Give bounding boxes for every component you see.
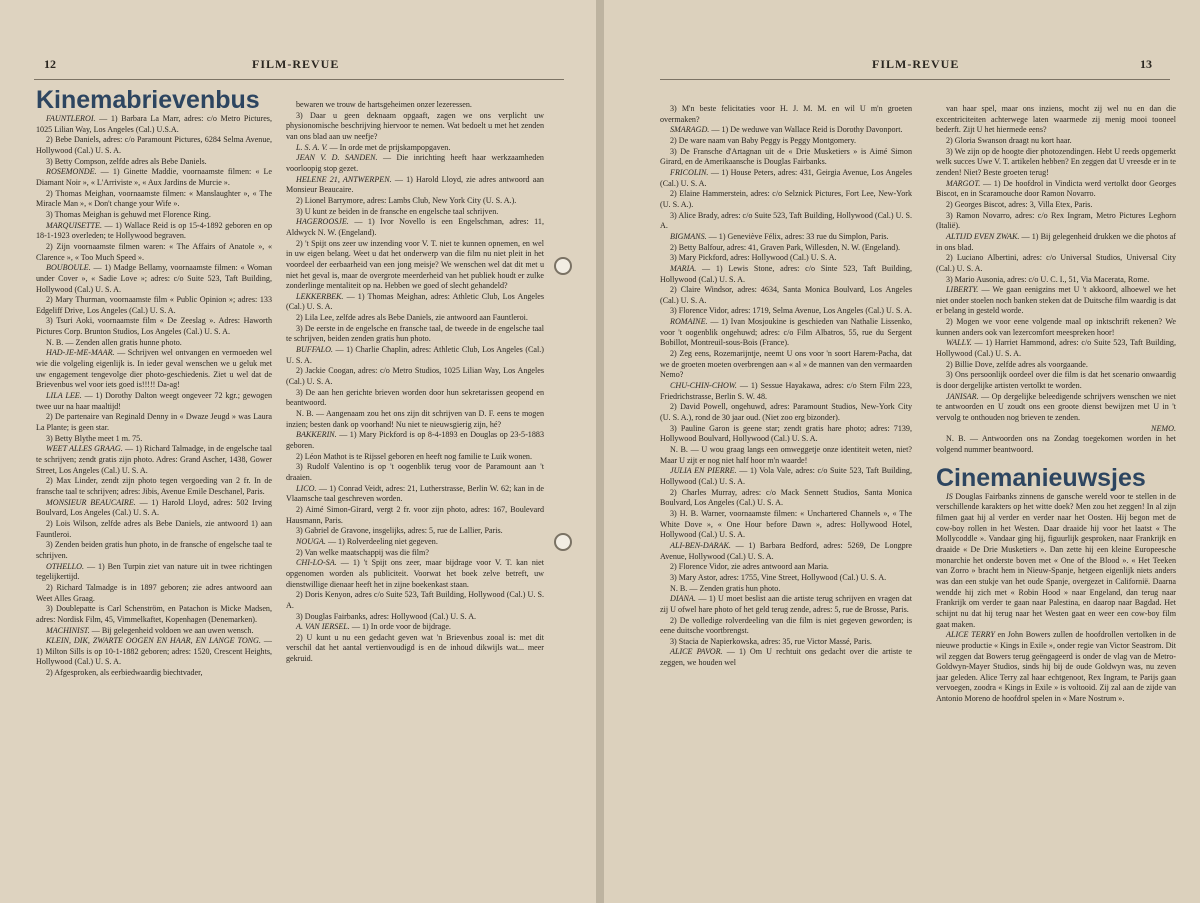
entry-text: — 1) Harriet Hammond, adres: c/o Suite 523, Taft Building, Hollywood (Cal.) U. S. A. (936, 338, 1176, 359)
entry-text: 2) Richard Talmadge is in 1897 geboren; zie adres antwoord aan Weet Alles Graag. (36, 582, 272, 603)
letter-entry (660, 232, 912, 243)
entry-text: bewaren we trouw de hartsgeheimen onzer lezeressen. (296, 100, 472, 109)
letter-entry (660, 488, 912, 509)
letter-entry (286, 430, 544, 451)
page-number: 13 (1140, 57, 1152, 71)
letter-entry (936, 275, 1176, 286)
correspondent-name: MONSIEUR BEAUCAIRE. (46, 497, 136, 507)
entry-text: 3) Betty Compson, zelfde adres als Bebe Daniels. (46, 156, 207, 166)
letter-entry (660, 243, 912, 254)
entry-text: 2) Léon Mathot is te Rijssel geboren en heeft nog familie te Luik wonen. (296, 451, 533, 461)
correspondent-name: BOUBOULE. (46, 263, 91, 273)
entry-text: 3) De Fransche d'Artagnan uit de « Drie Musketiers » is Aimé Simon Girard, en de Amerikaansche is Douglas Fairbanks. (660, 146, 912, 167)
letter-entry (660, 509, 912, 541)
letter-entry (936, 211, 1176, 232)
entry-text: N. B. — U wou graag langs een omweggetje onze identiteit weten, niet? Maar U zijt er nog niet half hoor m'n waarde! (660, 445, 912, 465)
section-title: Cinemanieuwsjes (936, 463, 1146, 492)
correspondent-name: LEKKERBEK. (296, 291, 344, 301)
entry-text: 2) Gloria Swanson draagt nu kort haar. (946, 135, 1072, 145)
letter-entry (660, 402, 912, 423)
letter-entry (286, 345, 544, 366)
entry-text: 2) Aimé Simon-Girard, vergt 2 fr. voor zijn photo, adres: 167, Boulevard Hausmann, Paris. (286, 504, 544, 525)
binding-hole-bottom (554, 533, 572, 551)
entry-text: 2) Florence Vidor, zie adres antwoord aan Maria. (670, 562, 829, 572)
entry-text: — We gaan eenigzins met U 't akkoord, alhoewel we het niet onder stoelen noch banken steken dat de Duitsche film waardig is dat er belang in gesteld worde. (936, 285, 1176, 316)
letter-entry (660, 306, 912, 317)
letter-entry (286, 175, 544, 196)
entry-text: — 1) Madge Bellamy, voornaamste filmen: « Woman under Cover », « Sadie Love »; adres: c/o Suite 523, Taft Building, Hollywood (Cal.) U. S. A. (36, 263, 272, 294)
entry-text: — 1) Mary Pickford is op 8-4-1893 en Douglas op 23-5-1883 geboren. (286, 430, 544, 450)
letter-entry (660, 541, 912, 562)
entry-text: 2) Elaine Hammerstein, adres: c/o Selznick Pictures, Fort Lee, New-York (U. S. A.). (660, 189, 912, 209)
letter-entry (286, 388, 544, 409)
entry-text: 2) Mary Thurman, voornaamste film « Public Opinion »; adres: 133 Edgeliff Drive, Los Angeles (Cal.) U. S. A. (36, 295, 272, 315)
entry-text: 3) Mario Ausonia, adres: c/o U. C. I., 51, Via Macerata, Rome. (946, 274, 1150, 284)
correspondent-name: ALICE PAVOR. (670, 647, 723, 657)
letter-entry (36, 338, 272, 349)
letter-entry (36, 135, 272, 156)
entry-text: N. B. — Aangenaam zou het ons zijn dit schrijven van D. F. eens te mogen inzien; besten dank op voorhand! Nu niet te nieuwsgierig zijn, hé? (286, 409, 544, 429)
entry-text: 2) Mogen we voor eene volgende maal op inktschrift rekenen? We kunnen anders ook van lezercomfort meespreken hoor! (936, 317, 1176, 337)
letter-entry (286, 526, 544, 537)
entry-text: 3) H. B. Warner, voornaamste filmen: « Unchartered Channels », « The White Dove », « One Hour before Dawn », adres: Hollywood Hotel, Hollywood (Cal.) U. S. A. (660, 508, 912, 540)
entry-text: — 1) Milton Sills is op 10-1-1882 geboren; adres: 1520, Crescent Heights, Hollywood (Cal.) U. S. A. (36, 636, 272, 667)
section-title: Kinemabrievenbus (36, 86, 260, 114)
letter-entry (660, 424, 912, 445)
letter-entry (660, 573, 912, 584)
entry-text: — 1) Ivor Novello is een Engelschman, adres: 11, Aldwyck N. W. (Engeland). (286, 217, 544, 237)
letter-entry (286, 217, 544, 238)
correspondent-name: BIGMANS. (670, 231, 707, 241)
correspondent-name: ROMAINE. (670, 317, 708, 327)
entry-text: 3) Ons persoonlijk oordeel over die film is dat het scenario onwaardig is door dergelijke artisten vertolkt te worden. (936, 370, 1176, 391)
entry-text: N. B. — Zenden allen gratis hunne photo. (46, 337, 182, 347)
entry-text: — Bij gelegenheid voldoen we aan uwen wensch. (91, 625, 254, 635)
entry-text: 2) Luciano Albertini, adres: c/o Universal Studios, Universal City (Cal.) U. S. A. (936, 253, 1176, 273)
entry-text: 3) Mary Astor, adres: 1755, Vine Street, Hollywood (Cal.) U. S. A. (670, 572, 887, 582)
entry-text: 2) Zijn voornaamste filmen waren: « The Affairs of Anatole », « Clarence », « Too Much Speed ». (36, 241, 272, 262)
entry-text: 2) Georges Biscot, adres: 3, Villa Etex, Paris. (946, 199, 1093, 209)
correspondent-name: MARGOT. (946, 178, 981, 188)
letter-entry (36, 348, 272, 391)
letter-entry (660, 264, 912, 285)
left-page-header (34, 55, 564, 80)
letter-entry (660, 189, 912, 210)
entry-text: 2) Charles Murray, adres: c/o Mack Sennett Studios, Santa Monica Boulvard, Los Angeles (Cal.) U. S. A. (660, 487, 912, 508)
entry-text: 2) Lois Wilson, zelfde adres als Bebe Daniels, zie antwoord 1) aan Fauntleroi. (36, 518, 272, 539)
letter-entry (36, 668, 272, 679)
letter-entry (286, 366, 544, 387)
entry-text: — 1) Wallace Reid is op 15-4-1892 geboren en op 18-1-1923 overleden; te Hollywood begraven. (36, 220, 272, 241)
correspondent-name: SMARAGD. (670, 125, 710, 135)
letter-entry (36, 583, 272, 604)
letter-entry (936, 253, 1176, 274)
letter-entry (936, 434, 1176, 455)
letter-entry (36, 263, 272, 295)
entry-text: — 1) Geneviève Félix, adres: 33 rue du Simplon, Paris. (708, 231, 889, 241)
letter-entry (36, 157, 272, 168)
entry-text: 2) Van welke maatschappij was die film? (296, 547, 429, 557)
entry-text: — 1) Vola Vale, adres: c/o Suite 523, Taft Building, Hollywood (Cal.) U. S. A. (660, 466, 912, 486)
letter-entry (660, 584, 912, 595)
entry-text: 3) Florence Vidor, adres: 1719, Selma Avenue, Los Angeles (Cal.) U. S. A. (670, 306, 912, 316)
gutter (596, 0, 604, 903)
correspondent-name: MARQUISETTE. (46, 220, 102, 230)
entry-text: 3) Rudolf Valentino is op 't oogenblik terug voor de Paramount aan 't draaien. (286, 462, 544, 482)
letter-entry (660, 637, 912, 648)
letter-entry (936, 232, 1176, 253)
entry-text: — 1) In orde voor de bijdrage. (351, 622, 451, 632)
letter-entry (936, 147, 1176, 179)
letter-entry (286, 313, 544, 324)
binding-hole-top (554, 257, 572, 275)
letter-entry (936, 104, 1176, 136)
entry-text: 2) Bebe Daniels, adres: c/o Paramount Pictures, 6284 Selma Avenue, Hollywood (Cal.) U. S. A. (36, 135, 272, 155)
correspondent-name: NOUGA. (296, 536, 326, 546)
entry-text: 3) M'n beste felicitaties voor H. J. M. M. en wil U m'n groeten overmaken? (660, 104, 912, 124)
magazine-title: FILM-REVUE (872, 57, 960, 71)
entry-text: N. B. — Antwoorden ons na Zondag toegekomen worden in het volgend nummer beantwoord. (936, 434, 1176, 454)
entry-text: — 1) De hoofdrol in Vindicta werd vertolkt door Georges Biscot, en in Scaramouche door Ramon Novarro. (936, 178, 1176, 199)
left-column-1 (36, 86, 272, 898)
right-column-2 (936, 104, 1176, 898)
letter-entry (660, 647, 912, 668)
correspondent-name: MACHINIST. (46, 625, 90, 635)
letter-entry (36, 626, 272, 637)
entry-text: — 1) Barbara Bedford, adres: 5269, De Longpre Avenue, Hollywood (Cal.) U. S. A. (660, 540, 912, 561)
correspondent-name: OTHELLO. (46, 561, 85, 571)
entry-text: N. B. — Zenden gratis hun photo. (670, 583, 781, 593)
letter-entry (286, 612, 544, 623)
entry-text: 3) Douglas Fairbanks, adres: Hollywood (Cal.) U. S. A. (296, 611, 477, 621)
entry-text: — 1) Sessue Hayakawa, adres: c/o Stern Film 223, Friedrichstrasse, Berlin S. W. 48. (660, 381, 912, 401)
letter-entry (286, 239, 544, 292)
letter-entry (936, 630, 1176, 705)
entry-text: — 1) Om U rechtuit ons gedacht over die artiste te zeggen, we houden wel (660, 647, 912, 668)
letter-entry (936, 424, 1176, 435)
entry-text: 2) Max Linder, zendt zijn photo tegen vergoeding van 2 fr. In de fransche taal te schrijven; adres: Jibis, Avenue Emile Deschanel, Paris. (36, 476, 272, 496)
letter-entry (286, 590, 544, 611)
entry-text: — 1) Harold Lloyd, adres: 502 Irving Boulvard, Los Angeles (Cal.) U. S. A. (36, 497, 272, 518)
entry-text: 3) U kunt ze beiden in de fransche en engelsche taal schrijven. (296, 206, 499, 216)
entry-text: 2) Afgesproken, als eerbiedwaardig biechtvader, (46, 668, 203, 678)
entry-text: 2) Zeg eens, Rozemarijntje, neemt U ons voor 'n soort Harem-Pacha, dat we de groeten moeten overbrengen aan « al » de mannen van den vermaarden Nemo? (660, 349, 912, 380)
correspondent-name: FAUNTLEROI. (46, 114, 96, 123)
entry-text: 3) Gabriel de Gravone, insgelijks, adres: 5, rue de Lallier, Paris. (296, 526, 503, 536)
correspondent-name: LIBERTY. (946, 285, 979, 295)
correspondent-name: JEAN V. D. SANDEN. (296, 153, 378, 163)
letter-entry (286, 196, 544, 207)
correspondent-name: CHU-CHIN-CHOW. (670, 381, 737, 391)
correspondent-name: LILA LEE. (46, 391, 82, 401)
entry-text: 2) Billie Dove, zelfde adres als voorgaande. (946, 359, 1088, 369)
letter-entry (660, 349, 912, 381)
letter-entry (286, 622, 544, 633)
letter-entry (936, 360, 1176, 371)
entry-text: 3) Betty Blythe meet 1 m. 75. (46, 433, 143, 443)
correspondent-name: ALICE TERRY (946, 630, 995, 640)
letter-entry (286, 452, 544, 463)
correspondent-name: ROSEMONDE. (46, 167, 97, 177)
entry-text: — 1) 't Spijt ons zeer, maar bijdrage voor V. T. kan niet opgenomen worden als publiciteit. Voorwat het boek zelve betreft, uw dienstwillige dienaar heeft het in zijne boekenkast staan. (286, 558, 544, 589)
entry-text: 2) 't Spijt ons zeer uw inzending voor V. T. niet te kunnen opnemen, en wel in uw eigen belang. Weet u dat het onderwerp van die film nu niet pleit in het voordeel der eerbaarheid van een jong meisje? We wenschen wel dat dit met u niet het geval is, maar de overgrote meerderheid van het publiek houdt er zulke zonderlinge mentaliteit op na. Hebben we goed of slecht gehandeld? (286, 238, 544, 291)
entry-text: 3) De aan hen gerichte brieven worden door hun sekretarissen geopend en beantwoord. (286, 387, 544, 408)
right-column-1 (660, 104, 912, 898)
entry-text: 2) Lionel Barrymore, adres: Lambs Club, New York City (U. S. A.). (296, 195, 517, 205)
left-page (0, 0, 596, 903)
letter-entry (936, 338, 1176, 359)
entry-text: 2) David Powell, ongehuwd, adres: Paramount Studios, New-York City (U. S. A.), rond de 30 jaar oud. (Niet zoo erg bizonder). (660, 402, 912, 423)
letter-entry (36, 114, 272, 135)
letter-entry (36, 540, 272, 561)
letter-entry (660, 562, 912, 573)
letter-entry (286, 292, 544, 313)
entry-text: — 1) Richard Talmadge, in de engelsche taal te schrijven; zendt gratis zijn photo. Adres: Grand Ascher, 1438, Gower Street, Los Angeles (Cal.) U. S. A. (36, 444, 272, 475)
entry-text: 3) Alice Brady, adres: c/o Suite 523, Taft Building, Hollywood (Cal.) U. S. A. (660, 210, 912, 231)
entry-text: — 1) De weduwe van Wallace Reid is Dorothy Davonport. (711, 125, 903, 135)
letter-entry (36, 636, 272, 668)
left-column-2 (286, 100, 544, 898)
letter-entry (936, 370, 1176, 391)
correspondent-name: LICO. (296, 483, 317, 493)
letter-entry (660, 125, 912, 136)
entry-text: 3) Stacia de Napierkowska, adres: 35, rue Victor Massé, Paris. (670, 636, 872, 646)
letter-entry (36, 242, 272, 263)
letter-entry (660, 616, 912, 637)
correspondent-name: A. VAN IERSEL. (296, 622, 350, 632)
letter-entry (36, 476, 272, 497)
letter-entry (286, 324, 544, 345)
entry-text: — 1) Harold Lloyd, zie adres antwoord aan Monsieur Beaucaire. (286, 174, 544, 195)
entry-text: 2) Thomas Meighan, voornaamste filmen: « Manslaughter », « The Miracle Man », « Don't change your Wife ». (36, 188, 272, 209)
correspondent-name: DIANA. (670, 594, 696, 604)
correspondent-name: FRICOLIN. (670, 167, 709, 177)
letter-entry (36, 210, 272, 221)
correspondent-name: JULIA EN PIERRE. (670, 466, 737, 476)
letter-entry (660, 104, 912, 125)
letter-entry (660, 445, 912, 466)
entry-text: 2) Lila Lee, zelfde adres als Bebe Daniels, zie antwoord aan Fauntleroi. (296, 313, 528, 323)
entry-text: 3) Ramon Novarro, adres: c/o Rex Ingram, Metro Pictures Leghorn (Italië). (936, 210, 1176, 231)
correspondent-name: HELENE 21, ANTWERPEN. (296, 174, 392, 184)
correspondent-name: WALLY. (946, 338, 972, 348)
letter-entry (936, 492, 1176, 631)
letter-entry (286, 409, 544, 430)
letter-entry (660, 466, 912, 487)
entry-text: 2) Jackie Coogan, adres: c/o Metro Studios, 1025 Lilian Way, Los Angeles (Cal.) U. S. A. (286, 366, 544, 387)
correspondent-name: BAKKERIN. (296, 430, 337, 440)
right-page-header (660, 55, 1170, 80)
letter-entry (286, 462, 544, 483)
entry-text: 3) Daar u geen deknaam opgaaft, zagen we ons verplicht uw physionomische beschrijving hiervoor te nemen. Wat bedoelt u met het zenden van ons blad aan uw neefje? (286, 110, 544, 141)
entry-text: 2) De volledige rolverdeeling van die film is niet gegeven geworden; is eene duitsche voortbrengst. (660, 615, 912, 636)
letter-entry (286, 537, 544, 548)
correspondent-name: WEET ALLES GRAAG. (46, 444, 123, 454)
letter-entry (286, 111, 544, 143)
entry-text: 2) De partenaire van Reginald Denny in « Dwaze Jeugd » was Laura La Plante; is geen star. (36, 412, 272, 433)
letter-entry (660, 136, 912, 147)
correspondent-name: MARIA. (670, 263, 697, 273)
entry-text: 2) Claire Windsor, adres: 4634, Santa Monica Boulvard, Los Angeles (Cal.) U. S. A. (660, 285, 912, 305)
letter-entry (36, 167, 272, 188)
correspondent-name: L. S. A. V. (296, 142, 328, 152)
entry-text: — Op dergelijke beleedigende schrijvers wenschen we niet te antwoorden en U zoudt ons een groote dienst bewijzen met U in 't vervolg te onthouden nog brieven te zenden. (936, 391, 1176, 423)
right-page (604, 0, 1200, 903)
entry-text: — 1) U moet beslist aan die artiste terug schrijven en vragen dat zij U ofwel hare photo of het geld terug zende, adres: 5, rue de Brosse, Paris. (660, 594, 912, 614)
letter-entry (36, 295, 272, 316)
entry-text: — 1) Dorothy Dalton weegt ongeveer 72 kgr.; gewogen twee uur na haar maaltijd! (36, 391, 272, 411)
entry-text: NEMO. (1151, 423, 1176, 433)
entry-text: — 1) Ben Turpin ziet van nature uit in twee richtingen tegelijkertijd. (36, 561, 272, 582)
entry-text: 3) Thomas Meighan is gehuwd met Florence Ring. (46, 209, 211, 219)
entry-text: 3) Tsuri Aoki, voornaamste film « De Zeeslag ». Adres: Haworth Pictures Corp. Brunton Studios, Los Angeles (Cal.) U. S. A. (36, 316, 272, 337)
letter-entry (660, 168, 912, 189)
entry-text: 2) De ware naam van Baby Peggy is Peggy Montgomery. (670, 135, 857, 145)
letter-entry (36, 434, 272, 445)
correspondent-name: JANISAR. (946, 391, 979, 401)
entry-text: — 1) Bij gelegenheid drukken we die photos af in ons blad. (936, 231, 1176, 252)
correspondent-name: BUFFALO. (296, 345, 333, 355)
entry-text: — 1) Barbara La Marr, adres: c/o Metro Pictures, 1025 Lilian Way, Los Angeles (Cal.) U.S.A. (36, 114, 272, 134)
entry-text: Douglas Fairbanks zinnens de gansche wereld voor te stellen in de verschillende karakters op het witte doek? Men zou het zeggen! In al zijn filmen gaat hij al verder en verder naar het Oosten. Hij begon met de cow-boy rollen in het Westen. Daar draaide hij voor het laatst « The Mollycoddle ». Vandaar ging hij, figuurlijk gesproken, naar Frankrijk en draaide « De Drie Musketiers ». Dan zette hij een kleine Europeesche monarchie het onderste boven met « One of the Blood ». « Het Teeken van Zorro » bracht hem in Nieuw-Spanje, hetgeen eigenlijk niets anders was dan een stukje van het oude Spanje, overgezet in Californië. Daarna wendde hij zich met « Robin Hood » naar Engeland, dan terug naar Frankrijk om verder te gaan naar Palestina, en daarop naar Bagdad. Het schijnt nu dat hij terug naar het Westen gaat en weer een cow-boy film gaat maken. (936, 491, 1176, 629)
letter-entry (36, 316, 272, 337)
entry-text: 3) De eerste in de engelsche en fransche taal, de tweede in de engelsche taal te schrijven, beiden zenden gratis hun photo. (286, 323, 544, 344)
letter-entry (286, 153, 544, 174)
entry-text: 3) Pauline Garon is geene star; zendt gratis hare photo; adres: 7139, Hollywood Boulvard, Hollywood (Cal.) U. S. A. (660, 423, 912, 444)
letter-entry (36, 498, 272, 519)
letter-entry (36, 221, 272, 242)
correspondent-name: ALTIJD EVEN ZWAK. (946, 231, 1020, 241)
letter-entry (660, 285, 912, 306)
letter-entry (660, 211, 912, 232)
entry-text: — 1) Ginette Maddie, voornaamste filmen: « Le Diamant Noir », « L'Arriviste », « Aux Jardins de Murcie ». (36, 167, 272, 187)
letter-entry (36, 519, 272, 540)
entry-text: 3) We zijn op de hoogte dier photozendingen. Hebt U reeds opgemerkt welk succes Uwe V. T. artikelen hebben? En zeggen dat U vreesde er in te zenden! Niet? Beste groeten terug! (936, 146, 1176, 177)
letter-entry (36, 444, 272, 476)
entry-text: — Schrijven wel ontvangen en vermoeden wel wie die volgeling eigenlijk is. In ieder geval wenschen we u geluk met uw engagement tengevolge dier photo-geschiedenis. Ziet u wel dat de Brievenbus wel voor iets goed is!!!!! Da-ag! (36, 348, 272, 390)
correspondent-name: CHI-LO-SA. (296, 558, 337, 568)
entry-text: 2) Doris Kenyon, adres c/o Suite 523, Taft Building, Hollywood (Cal.) U. S. A. (286, 590, 544, 610)
letter-entry (936, 392, 1176, 424)
letter-entry (660, 381, 912, 402)
correspondent-name: HAD-JE-ME-MAAR. (46, 348, 115, 358)
letter-entry (36, 604, 272, 625)
entry-text: — Die inrichting heeft haar werkzaamheden voorloopig stop gezet. (286, 153, 544, 173)
letter-entry (286, 100, 544, 111)
entry-text: — In orde met de prijskampopgaven. (329, 142, 451, 152)
letter-entry (286, 548, 544, 559)
entry-text: 2) U kunt u nu een gedacht geven wat 'n Brievenbus zooal is: met dit verschil dat het aantal vertienvoudigd is en de inhoud dikwijls wat... meer gekruid. (286, 632, 544, 664)
letter-entry (36, 562, 272, 583)
letter-entry (660, 253, 912, 264)
letter-entry (36, 189, 272, 210)
correspondent-name: KLEIN, DIK, ZWARTE OOGEN EN HAAR, EN LANGE TONG. (46, 636, 261, 646)
entry-text: — 1) Conrad Veidt, adres: 21, Lutherstrasse, Berlin W. 62; kan in de Vlaamsche taal geschreven worden. (286, 483, 544, 504)
correspondent-name: IS (946, 491, 953, 501)
letter-entry (286, 484, 544, 505)
letter-entry (660, 594, 912, 615)
letter-entry (286, 505, 544, 526)
entry-text: — 1) Ivan Mosjoukine is geschieden van Nathalie Lissenko, voor 't oogenblik ongehuwd; adres: c/o Film Albatros, 55, rue du Sergent Bobillot, Montreuil-sous-Bois (France). (660, 317, 912, 348)
correspondent-name: HAGEROOSJE. (296, 217, 349, 227)
letter-entry (286, 558, 544, 590)
letter-entry (660, 317, 912, 349)
entry-text: en John Bowers zullen de hoofdrollen vertolken in de nieuwe productie « Kings in Exile », onder regie van Victor Seastrom. Dit wil zeggen dat Bowers terug geëngageerd is onder de vlag van de Metro-Goldwyn-Mayer Studios, sinds hij bij de oude Goldwyn was, nu zeven jaar geleden. Alice Terry zal haar echtgenoot, Rex Ingram, te Parijs gaan vervoegen, zoodra « Kings in Exile » is voltooid. Zij zal aan de zijde van Antonio Moreno de hoofdrol spelen in « Mare Nostrum ». (936, 630, 1176, 704)
correspondent-name: ALI-BEN-DARAK. (670, 540, 731, 550)
letter-entry (660, 147, 912, 168)
entry-text: — 1) Charlie Chaplin, adres: Athletic Club, Los Angeles (Cal.) U. S. A. (286, 345, 544, 365)
letter-entry (936, 136, 1176, 147)
entry-text: — 1) Lewis Stone, adres: c/o Sinte 523, Taft Building, Hollywood (Cal.) U. S. A. (660, 263, 912, 284)
entry-text: 3) Zenden beiden gratis hun photo, in de fransche of engelsche taal te schrijven. (36, 540, 272, 560)
letter-entry (286, 633, 544, 665)
letter-entry (286, 207, 544, 218)
entry-text: 2) Betty Balfour, adres: 41, Graven Park, Willesden, N. W. (Engeland). (670, 242, 901, 252)
entry-text: 3) Mary Pickford, adres: Hollywood (Cal.) U. S. A. (670, 253, 837, 263)
letter-entry (936, 285, 1176, 317)
entry-text: — 1) Thomas Meighan, adres: Athletic Club, Los Angeles (Cal.) U. S. A. (286, 291, 544, 312)
entry-text: — 1) Rolverdeeling niet gegeven. (327, 536, 438, 546)
page-number: 12 (44, 57, 56, 71)
entry-text: — 1) House Peters, adres: 431, Geirgia Avenue, Los Angeles (Cal.) U. S. A. (660, 167, 912, 188)
magazine-title: FILM-REVUE (252, 57, 340, 71)
letter-entry (936, 179, 1176, 200)
letter-entry (286, 143, 544, 154)
letter-entry (936, 200, 1176, 211)
letter-entry (36, 391, 272, 412)
letter-entry (936, 317, 1176, 338)
entry-text: 3) Doublepatte is Carl Schenström, en Patachon is Micke Madsen, adres: Nordisk Film, 45, Vimmelkaftet, Kopenhagen (Denemarken). (36, 604, 272, 624)
entry-text: van haar spel, maar ons inziens, mocht zij wel nu en dan die excentriciteiten achterwege laten waarmede zij menig mooi tooneel bederft. Zijt U het hiermede eens? (936, 104, 1176, 135)
letter-entry (36, 412, 272, 433)
